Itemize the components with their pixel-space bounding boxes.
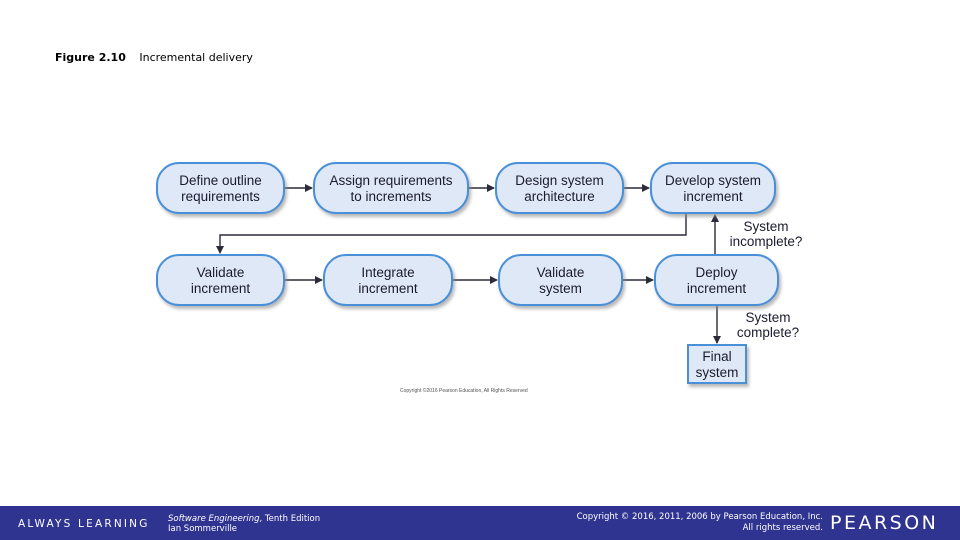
label-system-incomplete-0: System — [743, 219, 789, 234]
node-label-validate-sys-0: Validate — [536, 265, 585, 280]
footer-bar — [0, 506, 960, 540]
label-system-complete-1: complete? — [736, 325, 800, 340]
footer-tagline: ALWAYS LEARNING — [18, 518, 150, 530]
footer-copyright — [577, 512, 823, 534]
node-assign — [314, 163, 468, 213]
node-box-validate-sys — [499, 255, 622, 305]
diagram-nodes — [157, 163, 778, 383]
node-box-deploy — [655, 255, 778, 305]
figure-title: Incremental delivery — [139, 51, 253, 64]
node-define — [157, 163, 284, 213]
node-label-develop-1: increment — [683, 189, 743, 204]
footer-book-info — [168, 514, 320, 534]
book-author: Ian Sommerville — [168, 524, 238, 534]
node-box-develop — [651, 163, 775, 213]
node-label-integrate-1: increment — [358, 281, 418, 296]
node-validate-sys — [499, 255, 622, 305]
node-label-define-0: Define outline — [179, 173, 262, 188]
node-box-design — [496, 163, 623, 213]
node-label-validate-sys-1: system — [539, 281, 582, 296]
node-label-final-0: Final — [702, 349, 732, 364]
node-label-assign-1: to increments — [350, 189, 432, 204]
node-box-integrate — [324, 255, 452, 305]
node-label-final-1: system — [695, 365, 739, 380]
node-validate-inc — [157, 255, 284, 305]
node-label-deploy-1: increment — [686, 281, 747, 296]
node-label-validate-inc-1: increment — [190, 281, 251, 296]
arrow-develop-to-validate-increment — [220, 213, 686, 253]
pearson-logo: PEARSON — [830, 512, 939, 534]
node-label-design-0: Design system — [515, 173, 604, 188]
node-label-integrate-0: Integrate — [361, 265, 415, 280]
node-develop — [651, 163, 775, 213]
image-copyright: Copyright ©2016 Pearson Education, All Rights Reserved — [400, 388, 528, 394]
node-design — [496, 163, 623, 213]
node-label-assign-0: Assign requirements — [329, 173, 453, 188]
copyright-line-1: Copyright © 2016, 2011, 2006 by Pearson Education, Inc. — [576, 512, 823, 522]
node-label-develop-0: Develop system — [664, 173, 762, 188]
node-integrate — [324, 255, 452, 305]
node-box-define — [157, 163, 284, 213]
book-edition: , Tenth Edition — [259, 514, 321, 524]
book-title: Software Engineering — [168, 514, 260, 524]
node-box-validate-inc — [157, 255, 284, 305]
node-final — [688, 345, 746, 383]
label-system-incomplete-1: incomplete? — [729, 234, 803, 249]
node-deploy — [655, 255, 778, 305]
figure-number: Figure 2.10 — [55, 51, 126, 64]
diagram-edges — [220, 188, 717, 343]
node-label-design-1: architecture — [524, 189, 595, 204]
node-box-assign — [314, 163, 468, 213]
node-label-deploy-0: Deploy — [695, 265, 738, 280]
label-system-complete-0: System — [745, 310, 791, 325]
copyright-line-2: All rights reserved. — [742, 523, 823, 533]
node-label-validate-inc-0: Validate — [196, 265, 245, 280]
node-label-define-1: requirements — [181, 189, 260, 204]
